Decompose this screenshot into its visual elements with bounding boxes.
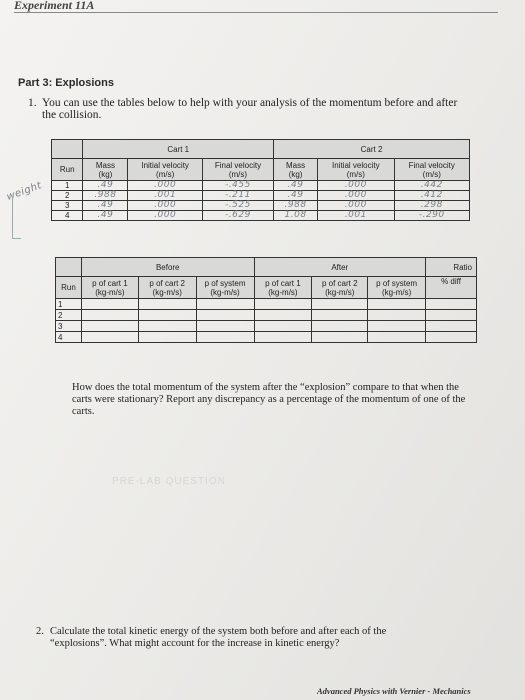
after-p-system-header: p of system (kg-m/s) (368, 277, 426, 299)
run-header-blank (56, 258, 82, 277)
table-row (52, 201, 470, 211)
table-row (52, 191, 470, 201)
question-2-line-2: “explosions”. What might account for the increase in kinetic energy? (50, 638, 340, 649)
run-number: 4 (52, 211, 83, 221)
cart-2-final-velocity-header: Final velocity (m/s) (394, 159, 469, 181)
before-header: Before (81, 258, 254, 277)
table-row (56, 299, 477, 310)
cart-2-header: Cart 2 (274, 140, 470, 159)
run-header-blank (52, 140, 83, 159)
table-row (52, 181, 470, 191)
pct-diff-header: % diff (426, 277, 477, 299)
before-p-system-header: p of system (kg-m/s) (196, 277, 254, 299)
run-number: 2 (56, 310, 82, 321)
followup-line-1: How does the total momentum of the system after the “explosion” compare to that when the (72, 382, 459, 393)
cart-2-final-velocity: -.290 (394, 211, 469, 221)
cart-2-final-velocity: .298 (394, 201, 469, 211)
cart-1-final-velocity: -.525 (202, 201, 273, 211)
cart-2-initial-velocity-header: Initial velocity (m/s) (318, 159, 394, 181)
after-p-cart-2-header: p of cart 2 (kg-m/s) (312, 277, 368, 299)
cart-2-mass: 1.08 (274, 211, 318, 221)
question-2-number: 2. (36, 626, 44, 637)
cart-1-final-velocity-header: Final velocity (m/s) (202, 159, 273, 181)
cart-2-final-velocity: .412 (394, 191, 469, 201)
cart-1-mass: .988 (83, 191, 128, 201)
cart-2-initial-velocity: .000 (318, 181, 394, 191)
cart-2-initial-velocity: .000 (318, 201, 394, 211)
table-row (56, 332, 477, 343)
cart-1-initial-velocity: .000 (128, 211, 202, 221)
run-number: 1 (52, 181, 83, 191)
followup-line-2: carts were stationary? Report any discrepancy as a percentage of the momentum of one of the (72, 394, 466, 405)
bleed-through-text: PRE-LAB QUESTION (112, 476, 226, 487)
after-header: After (254, 258, 426, 277)
part-title: Part 3: Explosions (18, 77, 114, 89)
cart-2-mass: .49 (274, 181, 318, 191)
momentum-table (55, 257, 477, 343)
question-1-followup (72, 382, 492, 418)
cart-1-initial-velocity-header: Initial velocity (m/s) (128, 159, 202, 181)
run-column-header: Run (56, 277, 82, 299)
cart-2-mass: .988 (274, 201, 318, 211)
question-1-line-2: the collision. (42, 109, 102, 121)
before-p-cart-1-header: p of cart 1 (kg-m/s) (81, 277, 138, 299)
run-number: 4 (56, 332, 82, 343)
cart-1-final-velocity: -.629 (202, 211, 273, 221)
cart-2-final-velocity: .442 (394, 181, 469, 191)
before-p-cart-2-header: p of cart 2 (kg-m/s) (138, 277, 196, 299)
run-column-header: Run (52, 159, 83, 181)
question-2-line-1: Calculate the total kinetic energy of the system both before and after each of the (50, 626, 387, 637)
followup-line-3: carts. (72, 406, 95, 417)
after-p-cart-1-header: p of cart 1 (kg-m/s) (254, 277, 312, 299)
cart-2-initial-velocity: .001 (318, 211, 394, 221)
footer-book-title: Advanced Physics with Vernier - Mechanics (317, 686, 471, 696)
cart-1-mass: .49 (83, 211, 128, 221)
run-number: 2 (52, 191, 83, 201)
table-row (56, 310, 477, 321)
table-row (52, 211, 470, 221)
header-rule (14, 12, 498, 13)
cart-1-initial-velocity: .000 (128, 181, 202, 191)
handwritten-side-note: weight (5, 180, 44, 203)
handwritten-bracket (12, 196, 21, 239)
table-row (56, 321, 477, 332)
cart-2-mass: .49 (274, 191, 318, 201)
cart-data-table (51, 139, 470, 221)
cart-1-initial-velocity: .000 (128, 201, 202, 211)
cart-2-initial-velocity: .000 (318, 191, 394, 201)
cart-1-mass: .49 (83, 181, 128, 191)
cart-1-mass: .49 (83, 201, 128, 211)
cart-1-final-velocity: -.211 (202, 191, 273, 201)
ratio-header: Ratio (426, 258, 477, 277)
cart-1-initial-velocity: .001 (128, 191, 202, 201)
cart-1-mass-header: Mass (kg) (83, 159, 128, 181)
question-1-number: 1. (28, 97, 37, 109)
cart-1-header: Cart 1 (83, 140, 274, 159)
run-number: 1 (56, 299, 82, 310)
cart-1-final-velocity: -.455 (202, 181, 273, 191)
question-1-line-1: You can use the tables below to help with your analysis of the momentum before and after (42, 97, 458, 109)
experiment-header: Experiment 11A (14, 0, 95, 12)
cart-2-mass-header: Mass (kg) (274, 159, 318, 181)
run-number: 3 (56, 321, 82, 332)
run-number: 3 (52, 201, 83, 211)
